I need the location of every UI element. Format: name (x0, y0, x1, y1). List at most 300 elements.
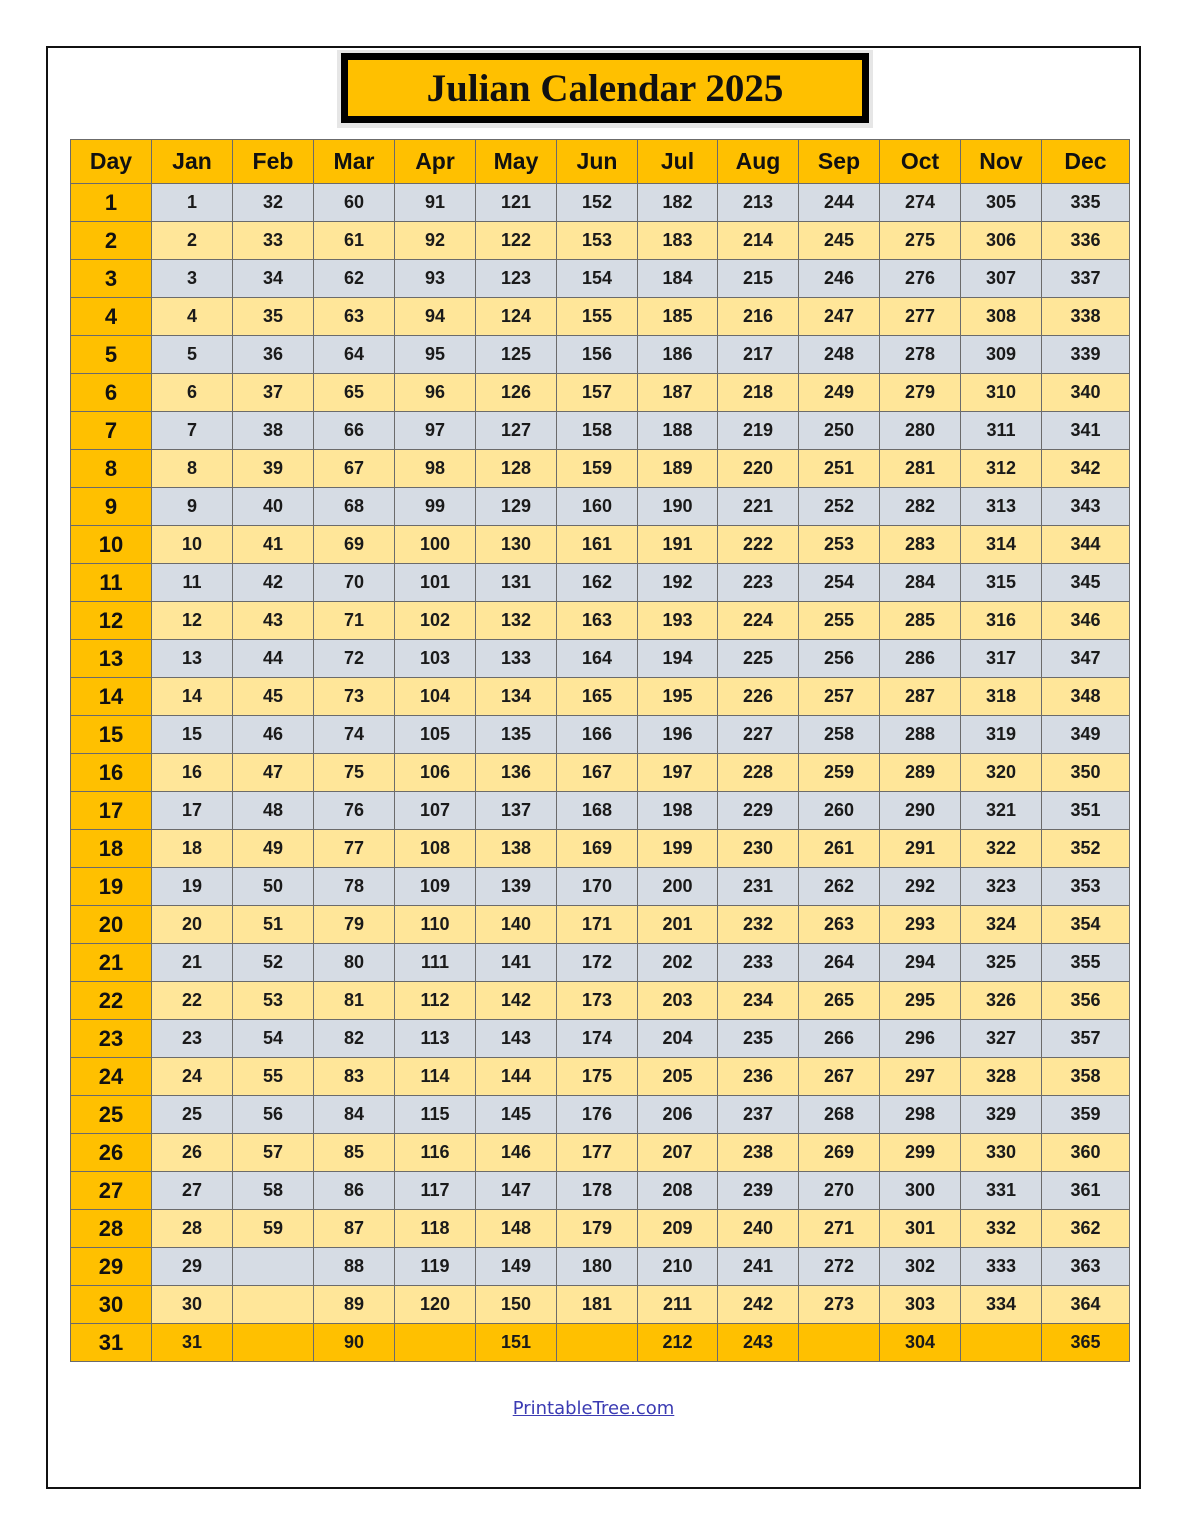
julian-day-cell: 130 (476, 526, 557, 564)
julian-day-cell: 326 (961, 982, 1042, 1020)
julian-day-cell: 238 (718, 1134, 799, 1172)
julian-day-cell: 189 (638, 450, 718, 488)
julian-day-cell: 297 (880, 1058, 961, 1096)
julian-day-cell (557, 1324, 638, 1362)
julian-day-cell: 94 (395, 298, 476, 336)
julian-day-cell: 199 (638, 830, 718, 868)
julian-day-cell: 343 (1042, 488, 1130, 526)
julian-day-cell: 335 (1042, 184, 1130, 222)
julian-day-cell: 48 (233, 792, 314, 830)
julian-day-cell: 141 (476, 944, 557, 982)
day-number-cell: 18 (71, 830, 152, 868)
table-row (71, 602, 1130, 640)
julian-day-cell: 41 (233, 526, 314, 564)
julian-day-cell: 174 (557, 1020, 638, 1058)
julian-day-cell: 47 (233, 754, 314, 792)
table-row (71, 184, 1130, 222)
julian-day-cell: 52 (233, 944, 314, 982)
julian-day-cell: 290 (880, 792, 961, 830)
column-header-aug: Aug (718, 140, 799, 184)
column-header-jun: Jun (557, 140, 638, 184)
julian-day-cell: 223 (718, 564, 799, 602)
julian-day-cell: 258 (799, 716, 880, 754)
julian-day-cell: 311 (961, 412, 1042, 450)
julian-day-cell: 334 (961, 1286, 1042, 1324)
table-row (71, 1172, 1130, 1210)
julian-day-cell: 121 (476, 184, 557, 222)
julian-day-cell: 44 (233, 640, 314, 678)
julian-day-cell: 357 (1042, 1020, 1130, 1058)
julian-day-cell: 320 (961, 754, 1042, 792)
day-number-cell: 3 (71, 260, 152, 298)
julian-day-cell: 327 (961, 1020, 1042, 1058)
julian-day-cell: 322 (961, 830, 1042, 868)
julian-day-cell: 20 (152, 906, 233, 944)
julian-day-cell: 137 (476, 792, 557, 830)
julian-day-cell: 120 (395, 1286, 476, 1324)
julian-day-cell: 271 (799, 1210, 880, 1248)
column-header-may: May (476, 140, 557, 184)
julian-day-cell: 13 (152, 640, 233, 678)
julian-day-cell: 211 (638, 1286, 718, 1324)
julian-day-cell: 58 (233, 1172, 314, 1210)
julian-day-cell: 237 (718, 1096, 799, 1134)
julian-day-cell: 67 (314, 450, 395, 488)
julian-day-cell: 287 (880, 678, 961, 716)
day-number-cell: 8 (71, 450, 152, 488)
julian-day-cell: 195 (638, 678, 718, 716)
julian-day-cell: 349 (1042, 716, 1130, 754)
julian-day-cell: 234 (718, 982, 799, 1020)
julian-day-cell: 88 (314, 1248, 395, 1286)
julian-day-cell: 100 (395, 526, 476, 564)
julian-day-cell: 37 (233, 374, 314, 412)
table-row (71, 868, 1130, 906)
julian-day-cell: 119 (395, 1248, 476, 1286)
julian-day-cell: 348 (1042, 678, 1130, 716)
julian-day-cell: 350 (1042, 754, 1130, 792)
julian-day-cell: 97 (395, 412, 476, 450)
julian-day-cell: 225 (718, 640, 799, 678)
julian-day-cell: 331 (961, 1172, 1042, 1210)
julian-day-cell: 268 (799, 1096, 880, 1134)
julian-day-cell: 134 (476, 678, 557, 716)
julian-day-cell: 99 (395, 488, 476, 526)
julian-day-cell: 218 (718, 374, 799, 412)
julian-day-cell: 289 (880, 754, 961, 792)
julian-day-cell: 79 (314, 906, 395, 944)
julian-day-cell: 231 (718, 868, 799, 906)
julian-day-cell: 262 (799, 868, 880, 906)
julian-day-cell: 301 (880, 1210, 961, 1248)
julian-day-cell: 173 (557, 982, 638, 1020)
julian-day-cell: 15 (152, 716, 233, 754)
julian-day-cell: 6 (152, 374, 233, 412)
julian-day-cell: 338 (1042, 298, 1130, 336)
julian-day-cell: 265 (799, 982, 880, 1020)
julian-day-cell: 316 (961, 602, 1042, 640)
julian-day-cell: 161 (557, 526, 638, 564)
day-number-cell: 15 (71, 716, 152, 754)
julian-day-cell: 359 (1042, 1096, 1130, 1134)
julian-day-cell: 68 (314, 488, 395, 526)
julian-day-cell: 40 (233, 488, 314, 526)
table-row (71, 1248, 1130, 1286)
day-number-cell: 30 (71, 1286, 152, 1324)
table-row (71, 1058, 1130, 1096)
julian-day-cell: 274 (880, 184, 961, 222)
julian-day-cell: 21 (152, 944, 233, 982)
julian-day-cell: 24 (152, 1058, 233, 1096)
julian-day-cell: 92 (395, 222, 476, 260)
julian-day-cell: 16 (152, 754, 233, 792)
julian-day-cell: 114 (395, 1058, 476, 1096)
julian-day-cell: 177 (557, 1134, 638, 1172)
julian-day-cell: 240 (718, 1210, 799, 1248)
julian-day-cell: 28 (152, 1210, 233, 1248)
julian-day-cell: 214 (718, 222, 799, 260)
julian-day-cell: 86 (314, 1172, 395, 1210)
julian-day-cell: 260 (799, 792, 880, 830)
julian-day-cell: 4 (152, 298, 233, 336)
table-row (71, 450, 1130, 488)
julian-day-cell: 263 (799, 906, 880, 944)
table-row (71, 1020, 1130, 1058)
julian-day-cell: 312 (961, 450, 1042, 488)
julian-day-cell: 65 (314, 374, 395, 412)
julian-day-cell: 310 (961, 374, 1042, 412)
julian-day-cell: 38 (233, 412, 314, 450)
julian-day-cell: 283 (880, 526, 961, 564)
julian-day-cell: 46 (233, 716, 314, 754)
day-number-cell: 7 (71, 412, 152, 450)
julian-day-cell: 27 (152, 1172, 233, 1210)
julian-day-cell: 355 (1042, 944, 1130, 982)
julian-day-cell: 324 (961, 906, 1042, 944)
julian-day-cell: 294 (880, 944, 961, 982)
julian-day-cell: 149 (476, 1248, 557, 1286)
julian-day-cell: 264 (799, 944, 880, 982)
julian-day-cell: 239 (718, 1172, 799, 1210)
julian-day-cell: 229 (718, 792, 799, 830)
julian-day-cell: 12 (152, 602, 233, 640)
julian-day-cell: 313 (961, 488, 1042, 526)
julian-day-cell: 103 (395, 640, 476, 678)
julian-day-cell: 217 (718, 336, 799, 374)
julian-day-cell: 216 (718, 298, 799, 336)
julian-day-cell: 249 (799, 374, 880, 412)
julian-day-cell: 279 (880, 374, 961, 412)
julian-day-cell: 144 (476, 1058, 557, 1096)
julian-day-cell: 143 (476, 1020, 557, 1058)
julian-day-cell: 87 (314, 1210, 395, 1248)
julian-day-cell: 183 (638, 222, 718, 260)
julian-day-cell: 344 (1042, 526, 1130, 564)
julian-day-cell: 336 (1042, 222, 1130, 260)
julian-day-cell: 71 (314, 602, 395, 640)
julian-day-cell: 266 (799, 1020, 880, 1058)
julian-day-cell: 184 (638, 260, 718, 298)
julian-day-cell: 361 (1042, 1172, 1130, 1210)
julian-day-cell: 74 (314, 716, 395, 754)
julian-day-cell: 333 (961, 1248, 1042, 1286)
julian-day-cell: 5 (152, 336, 233, 374)
julian-day-cell: 129 (476, 488, 557, 526)
julian-day-cell: 257 (799, 678, 880, 716)
julian-day-cell: 353 (1042, 868, 1130, 906)
julian-day-cell: 30 (152, 1286, 233, 1324)
julian-day-cell: 138 (476, 830, 557, 868)
julian-day-cell: 80 (314, 944, 395, 982)
julian-day-cell: 356 (1042, 982, 1130, 1020)
julian-day-cell: 256 (799, 640, 880, 678)
table-row (71, 260, 1130, 298)
julian-day-cell: 178 (557, 1172, 638, 1210)
day-number-cell: 6 (71, 374, 152, 412)
julian-day-cell: 77 (314, 830, 395, 868)
julian-day-cell: 51 (233, 906, 314, 944)
julian-day-cell: 115 (395, 1096, 476, 1134)
julian-day-cell: 176 (557, 1096, 638, 1134)
table-row (71, 1134, 1130, 1172)
julian-day-cell: 272 (799, 1248, 880, 1286)
julian-day-cell: 281 (880, 450, 961, 488)
column-header-feb: Feb (233, 140, 314, 184)
column-header-apr: Apr (395, 140, 476, 184)
column-header-oct: Oct (880, 140, 961, 184)
table-row (71, 488, 1130, 526)
day-number-cell: 4 (71, 298, 152, 336)
julian-day-cell: 228 (718, 754, 799, 792)
column-header-sep: Sep (799, 140, 880, 184)
julian-day-cell: 18 (152, 830, 233, 868)
julian-day-cell: 1 (152, 184, 233, 222)
column-header-day: Day (71, 140, 152, 184)
julian-day-cell: 128 (476, 450, 557, 488)
julian-day-cell: 315 (961, 564, 1042, 602)
day-number-cell: 5 (71, 336, 152, 374)
julian-day-cell: 145 (476, 1096, 557, 1134)
julian-day-cell: 329 (961, 1096, 1042, 1134)
julian-day-cell: 193 (638, 602, 718, 640)
julian-day-cell: 276 (880, 260, 961, 298)
table-row (71, 944, 1130, 982)
julian-day-cell: 159 (557, 450, 638, 488)
julian-day-cell: 85 (314, 1134, 395, 1172)
julian-day-cell: 78 (314, 868, 395, 906)
julian-day-cell: 150 (476, 1286, 557, 1324)
julian-day-cell: 160 (557, 488, 638, 526)
julian-day-cell: 146 (476, 1134, 557, 1172)
julian-day-cell: 285 (880, 602, 961, 640)
julian-day-cell: 109 (395, 868, 476, 906)
julian-day-cell: 142 (476, 982, 557, 1020)
julian-day-cell: 89 (314, 1286, 395, 1324)
julian-day-cell: 170 (557, 868, 638, 906)
julian-day-cell: 221 (718, 488, 799, 526)
julian-day-cell: 210 (638, 1248, 718, 1286)
julian-day-cell (233, 1324, 314, 1362)
julian-day-cell: 123 (476, 260, 557, 298)
column-header-dec: Dec (1042, 140, 1130, 184)
julian-day-cell: 60 (314, 184, 395, 222)
julian-day-cell: 340 (1042, 374, 1130, 412)
julian-day-cell: 118 (395, 1210, 476, 1248)
julian-day-cell (961, 1324, 1042, 1362)
julian-day-cell: 156 (557, 336, 638, 374)
julian-day-cell: 61 (314, 222, 395, 260)
julian-day-cell: 31 (152, 1324, 233, 1362)
julian-day-cell: 286 (880, 640, 961, 678)
table-row (71, 716, 1130, 754)
julian-day-cell: 36 (233, 336, 314, 374)
julian-day-cell: 347 (1042, 640, 1130, 678)
header-row (71, 140, 1130, 184)
julian-day-cell: 317 (961, 640, 1042, 678)
julian-day-cell: 227 (718, 716, 799, 754)
julian-day-cell: 314 (961, 526, 1042, 564)
julian-day-cell: 72 (314, 640, 395, 678)
table-row (71, 1324, 1130, 1362)
julian-day-cell: 275 (880, 222, 961, 260)
julian-day-cell: 194 (638, 640, 718, 678)
day-number-cell: 27 (71, 1172, 152, 1210)
day-number-cell: 20 (71, 906, 152, 944)
julian-day-cell: 147 (476, 1172, 557, 1210)
julian-day-cell: 253 (799, 526, 880, 564)
julian-day-cell: 288 (880, 716, 961, 754)
julian-day-cell: 362 (1042, 1210, 1130, 1248)
julian-day-cell: 325 (961, 944, 1042, 982)
julian-day-cell: 168 (557, 792, 638, 830)
julian-day-cell: 164 (557, 640, 638, 678)
julian-day-cell: 105 (395, 716, 476, 754)
julian-day-cell: 54 (233, 1020, 314, 1058)
day-number-cell: 19 (71, 868, 152, 906)
table-row (71, 982, 1130, 1020)
julian-day-cell: 339 (1042, 336, 1130, 374)
julian-day-cell: 206 (638, 1096, 718, 1134)
julian-day-cell: 284 (880, 564, 961, 602)
julian-day-cell: 140 (476, 906, 557, 944)
julian-day-cell: 318 (961, 678, 1042, 716)
julian-day-cell: 56 (233, 1096, 314, 1134)
footer-link[interactable]: PrintableTree.com (512, 1398, 675, 1419)
julian-day-cell: 180 (557, 1248, 638, 1286)
day-number-cell: 11 (71, 564, 152, 602)
julian-day-cell: 190 (638, 488, 718, 526)
day-number-cell: 14 (71, 678, 152, 716)
julian-day-cell: 45 (233, 678, 314, 716)
julian-day-cell: 341 (1042, 412, 1130, 450)
julian-day-cell: 224 (718, 602, 799, 640)
julian-day-cell: 241 (718, 1248, 799, 1286)
table-row (71, 906, 1130, 944)
julian-day-cell: 181 (557, 1286, 638, 1324)
julian-day-cell: 139 (476, 868, 557, 906)
julian-day-cell: 270 (799, 1172, 880, 1210)
day-number-cell: 25 (71, 1096, 152, 1134)
julian-day-cell: 200 (638, 868, 718, 906)
julian-day-cell: 165 (557, 678, 638, 716)
julian-day-cell: 307 (961, 260, 1042, 298)
julian-day-cell: 116 (395, 1134, 476, 1172)
julian-day-cell: 55 (233, 1058, 314, 1096)
julian-day-cell: 59 (233, 1210, 314, 1248)
julian-day-cell: 157 (557, 374, 638, 412)
julian-day-cell: 69 (314, 526, 395, 564)
julian-day-cell: 185 (638, 298, 718, 336)
day-number-cell: 12 (71, 602, 152, 640)
table-row (71, 830, 1130, 868)
column-header-jul: Jul (638, 140, 718, 184)
julian-day-cell: 124 (476, 298, 557, 336)
julian-day-cell: 108 (395, 830, 476, 868)
julian-day-cell: 296 (880, 1020, 961, 1058)
julian-day-cell: 328 (961, 1058, 1042, 1096)
julian-day-cell: 360 (1042, 1134, 1130, 1172)
julian-day-cell: 278 (880, 336, 961, 374)
julian-day-cell: 126 (476, 374, 557, 412)
julian-day-cell: 196 (638, 716, 718, 754)
day-number-cell: 26 (71, 1134, 152, 1172)
julian-day-cell: 125 (476, 336, 557, 374)
table-row (71, 1096, 1130, 1134)
julian-day-cell: 213 (718, 184, 799, 222)
table-row (71, 412, 1130, 450)
julian-day-cell: 172 (557, 944, 638, 982)
julian-day-cell: 232 (718, 906, 799, 944)
julian-day-cell: 33 (233, 222, 314, 260)
julian-day-cell: 364 (1042, 1286, 1130, 1324)
julian-day-cell: 252 (799, 488, 880, 526)
julian-day-cell: 49 (233, 830, 314, 868)
day-number-cell: 10 (71, 526, 152, 564)
julian-day-cell: 300 (880, 1172, 961, 1210)
julian-day-cell: 43 (233, 602, 314, 640)
julian-day-cell: 273 (799, 1286, 880, 1324)
julian-day-cell: 19 (152, 868, 233, 906)
julian-day-cell: 251 (799, 450, 880, 488)
julian-day-cell: 365 (1042, 1324, 1130, 1362)
julian-day-cell: 179 (557, 1210, 638, 1248)
julian-day-cell: 76 (314, 792, 395, 830)
day-number-cell: 2 (71, 222, 152, 260)
julian-day-cell: 73 (314, 678, 395, 716)
julian-day-cell: 299 (880, 1134, 961, 1172)
julian-day-cell: 222 (718, 526, 799, 564)
julian-day-cell: 110 (395, 906, 476, 944)
day-number-cell: 29 (71, 1248, 152, 1286)
julian-day-cell: 182 (638, 184, 718, 222)
julian-day-cell: 337 (1042, 260, 1130, 298)
julian-day-cell: 95 (395, 336, 476, 374)
julian-day-cell: 267 (799, 1058, 880, 1096)
julian-day-cell: 235 (718, 1020, 799, 1058)
table-row (71, 374, 1130, 412)
day-number-cell: 22 (71, 982, 152, 1020)
julian-day-cell: 70 (314, 564, 395, 602)
julian-day-cell: 32 (233, 184, 314, 222)
julian-day-cell: 66 (314, 412, 395, 450)
julian-day-cell: 93 (395, 260, 476, 298)
julian-day-cell: 26 (152, 1134, 233, 1172)
julian-day-cell: 293 (880, 906, 961, 944)
day-number-cell: 16 (71, 754, 152, 792)
julian-day-cell (395, 1324, 476, 1362)
julian-day-cell: 8 (152, 450, 233, 488)
julian-day-cell: 152 (557, 184, 638, 222)
